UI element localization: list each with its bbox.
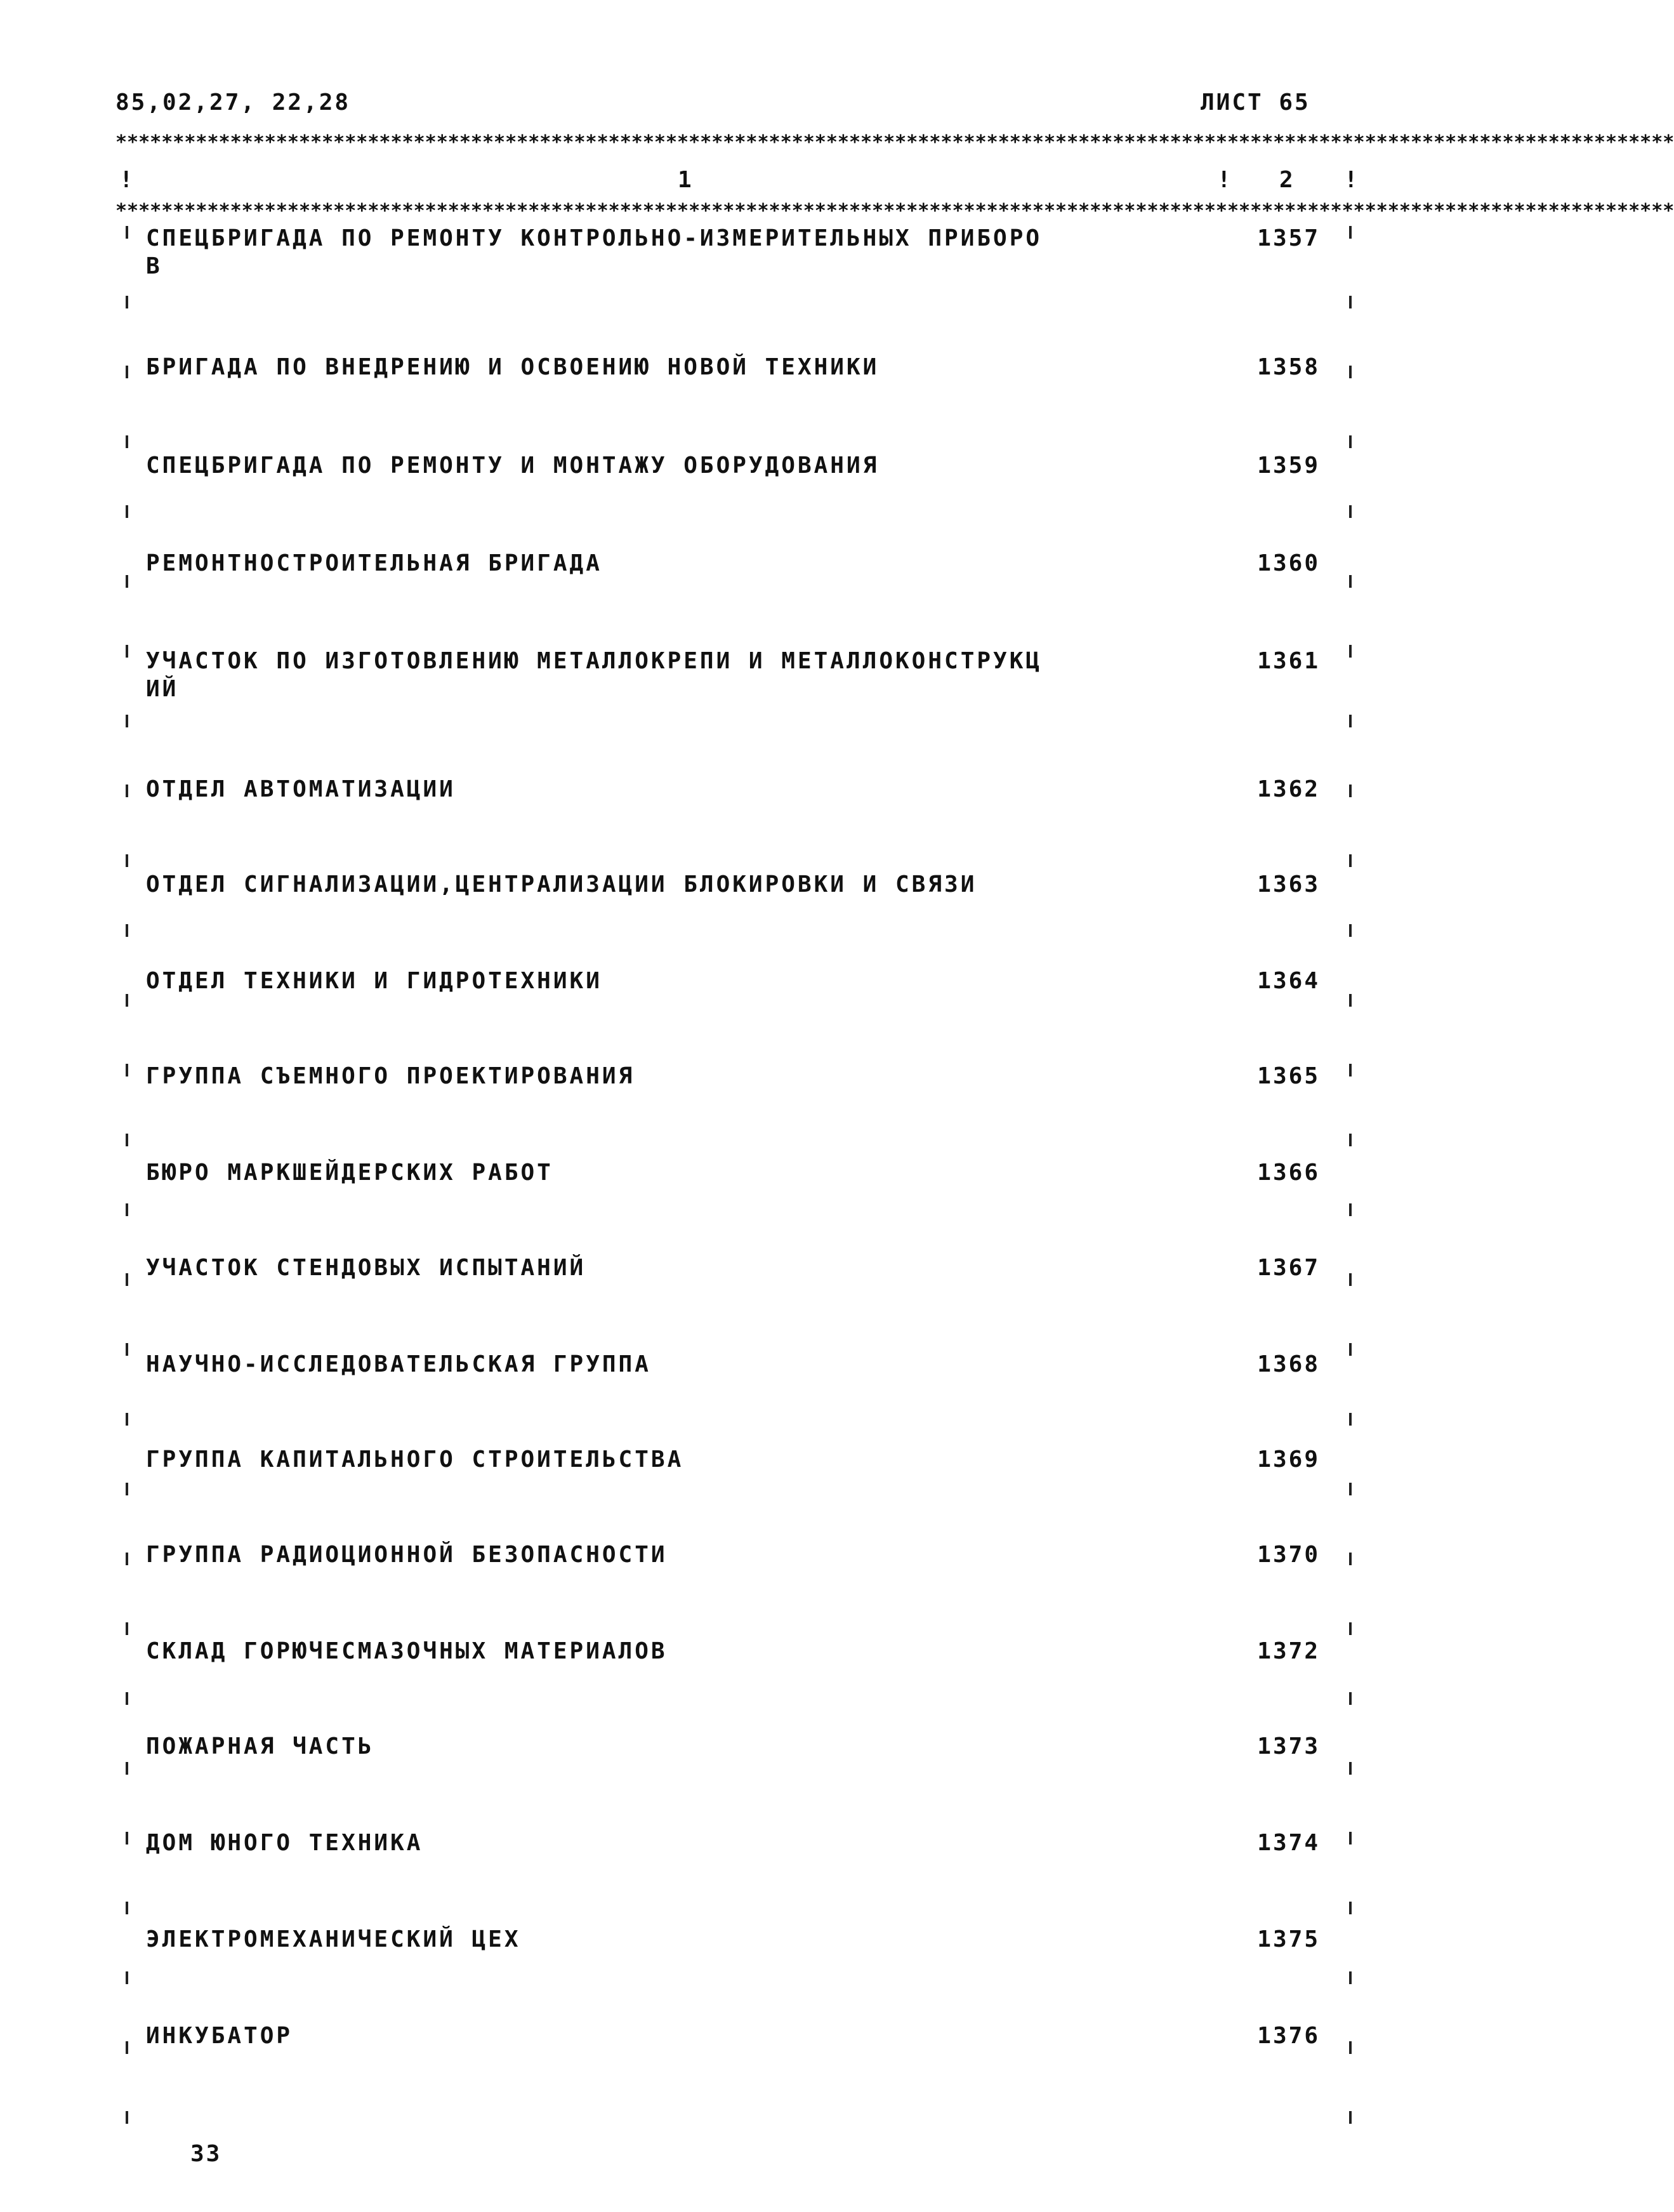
unit-code: 1361: [1257, 648, 1320, 674]
column-2-label: 2: [1279, 167, 1295, 193]
unit-name: СПЕЦБРИГАДА ПО РЕМОНТУ И МОНТАЖУ ОБОРУДОВАНИЯ: [146, 453, 880, 479]
unit-name: СКЛАД ГОРЮЧЕСМАЗОЧНЫХ МАТЕРИАЛОВ: [146, 1638, 668, 1664]
column-divider: !: [1217, 167, 1231, 193]
table-row: [0, 1446, 1461, 1547]
unit-code: 1358: [1257, 354, 1320, 380]
unit-name: ДОМ ЮНОГО ТЕХНИКА: [146, 1830, 423, 1856]
unit-name: УЧАСТОК ПО ИЗГОТОВЛЕНИЮ МЕТАЛЛОКРЕПИ И МЕТАЛЛОКОНСТРУКЦ ИЙ: [146, 648, 1043, 702]
table-row: [0, 1159, 1461, 1261]
table-row: [0, 452, 1461, 553]
report-code: 85,02,27, 22,28: [115, 89, 351, 116]
unit-code: 1369: [1257, 1447, 1320, 1473]
unit-code: 1367: [1257, 1255, 1320, 1281]
header-separator: ****************************************************************************************************************************************: [115, 200, 1674, 222]
unit-code: 1372: [1257, 1638, 1320, 1664]
left-border: !: [119, 167, 133, 193]
table-row: [0, 776, 1461, 877]
unit-name: ОТДЕЛ СИГНАЛИЗАЦИИ,ЦЕНТРАЛИЗАЦИИ БЛОКИРОВКИ И СВЯЗИ: [146, 871, 977, 897]
unit-code: 1373: [1257, 1733, 1320, 1759]
unit-name-continuation: ИЙ: [146, 676, 179, 702]
unit-code: 1360: [1257, 550, 1320, 576]
unit-name: УЧАСТОК СТЕНДОВЫХ ИСПЫТАНИЙ: [146, 1255, 586, 1281]
unit-code: 1357: [1257, 225, 1320, 251]
unit-name: СПЕЦБРИГАДА ПО РЕМОНТУ КОНТРОЛЬНО-ИЗМЕРИТЕЛЬНЫХ ПРИБОРО В: [146, 225, 1043, 279]
unit-code: 1362: [1257, 776, 1320, 802]
unit-name: ГРУППА СЪЕМНОГО ПРОЕКТИРОВАНИЯ: [146, 1063, 635, 1089]
table-row: [0, 550, 1461, 651]
page-number: 33: [190, 2141, 222, 2167]
table-row: [0, 647, 1461, 749]
unit-name: ГРУППА КАПИТАЛЬНОГО СТРОИТЕЛЬСТВА: [146, 1447, 684, 1473]
unit-code: 1359: [1257, 453, 1320, 479]
table-row: [0, 1254, 1461, 1356]
unit-name: НАУЧНО-ИССЛЕДОВАТЕЛЬСКАЯ ГРУППА: [146, 1351, 651, 1377]
top-separator: ****************************************************************************************************************************************: [115, 131, 1674, 154]
unit-name: ОТДЕЛ АВТОМАТИЗАЦИИ: [146, 776, 456, 802]
unit-name: БЮРО МАРКШЕЙДЕРСКИХ РАБОТ: [146, 1160, 553, 1186]
unit-name: ПОЖАРНАЯ ЧАСТЬ: [146, 1733, 374, 1759]
unit-code: 1376: [1257, 2023, 1320, 2049]
table-row: [0, 1063, 1461, 1164]
table-row: [0, 871, 1461, 972]
table-row: [0, 1638, 1461, 1739]
right-border: !: [1344, 167, 1358, 193]
unit-code: 1368: [1257, 1351, 1320, 1377]
table-row: [0, 225, 1461, 326]
unit-code: 1370: [1257, 1542, 1320, 1568]
unit-code: 1366: [1257, 1160, 1320, 1186]
unit-code: 1374: [1257, 1830, 1320, 1856]
table-row: [0, 967, 1461, 1069]
unit-code: 1375: [1257, 1926, 1320, 1952]
table-row: [0, 1541, 1461, 1643]
unit-code: 1363: [1257, 871, 1320, 897]
unit-name-continuation: В: [146, 253, 162, 279]
table-row: [0, 2022, 1461, 2124]
unit-code: 1365: [1257, 1063, 1320, 1089]
table-row: [0, 1926, 1461, 2027]
table-row: [0, 354, 1461, 455]
table-row: [0, 1829, 1461, 1931]
unit-name: ЭЛЕКТРОМЕХАНИЧЕСКИЙ ЦЕХ: [146, 1926, 521, 1952]
table-row: [0, 1351, 1461, 1452]
sheet-number: ЛИСТ 65: [1201, 89, 1310, 116]
unit-name: ГРУППА РАДИОЦИОННОЙ БЕЗОПАСНОСТИ: [146, 1542, 668, 1568]
unit-name: РЕМОНТНОСТРОИТЕЛЬНАЯ БРИГАДА: [146, 550, 602, 576]
column-1-label: 1: [678, 167, 694, 193]
unit-name: ИНКУБАТОР: [146, 2023, 293, 2049]
unit-code: 1364: [1257, 968, 1320, 994]
table-row: [0, 1733, 1461, 1834]
unit-name: БРИГАДА ПО ВНЕДРЕНИЮ И ОСВОЕНИЮ НОВОЙ ТЕХНИКИ: [146, 354, 880, 380]
unit-name: ОТДЕЛ ТЕХНИКИ И ГИДРОТЕХНИКИ: [146, 968, 602, 994]
